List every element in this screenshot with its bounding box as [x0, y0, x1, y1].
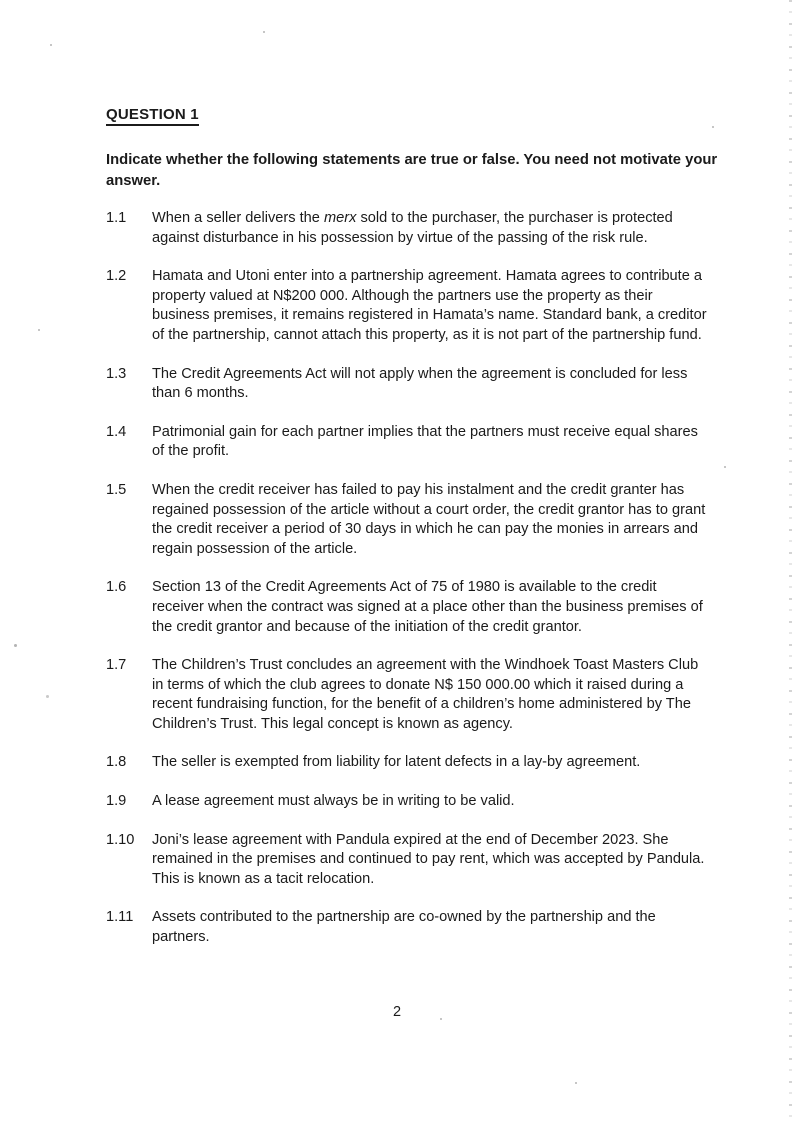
statement-row-1-6 — [106, 578, 718, 637]
statement-text: Joni’s lease agreement with Pandula expired at the end of December 2023. She remained in the premises and continued to pay rent, which was accepted by Pandula. This is known as a tacit relocation. — [152, 831, 705, 887]
statement-row-1-7 — [106, 656, 718, 734]
statement-row-1-8 — [106, 753, 718, 773]
statement-row-1-11 — [106, 908, 718, 947]
statement-text: Patrimonial gain for each partner implies that the partners must receive equal shares of the profit. — [152, 423, 698, 460]
page-number: 2 — [392, 1004, 402, 1020]
statement-number: 1.7 — [106, 657, 127, 674]
scan-speck — [575, 1082, 577, 1084]
instruction-text: Indicate whether the following statements are true or false. You need not motivate your answer. — [106, 152, 718, 189]
statement-text: Section 13 of the Credit Agreements Act of 75 of 1980 is available to the credit receiver when the contract was signed at a place other than the business premises of the credit grantor and because of the initiation of the credit grantor. — [152, 579, 703, 635]
statement-row-1-1 — [106, 209, 718, 248]
scan-speck — [712, 126, 714, 128]
statement-number: 1.6 — [106, 579, 127, 596]
statement-row-1-4 — [106, 423, 718, 462]
statement-text-segment: sold to the purchaser, the purchaser is protected against disturbance in his possession by virtue of the passing of the risk rule. — [152, 210, 673, 246]
statement-number: 1.3 — [106, 365, 127, 382]
scan-speck — [440, 1018, 442, 1020]
statement-text-segment: When a seller delivers the — [152, 210, 324, 226]
statement-text: The Children’s Trust concludes an agreement with the Windhoek Toast Masters Club in terms of which the club agrees to donate N$ 150 000.00 which it raised during a recent fundraising function, for the benefit of a children’s home administered by The Children’s Trust. This legal concept is known as agency. — [152, 657, 699, 732]
scan-speck — [46, 695, 49, 698]
statement-row-1-5 — [106, 481, 718, 559]
statement-text: The seller is exempted from liability for latent defects in a lay-by agreement. — [152, 754, 641, 771]
scan-speck — [263, 31, 265, 33]
scan-speck — [14, 644, 17, 647]
statement-text: When the credit receiver has failed to pay his instalment and the credit granter has regained possession of the article without a court order, the credit grantor has to grant the credit receiver a period of 30 days in which he can pay the monies in arrears and regain possession of the article. — [152, 481, 706, 557]
statement-text-italic-term: merx — [323, 210, 357, 226]
statement-text: The Credit Agreements Act will not apply when the agreement is concluded for less than 6 months. — [152, 365, 688, 402]
scan-speck — [724, 466, 726, 468]
scan-noise-strip — [789, 0, 792, 1123]
statement-list — [106, 209, 718, 948]
statement-number: 1.9 — [106, 793, 127, 810]
statement-number: 1.8 — [106, 754, 127, 771]
statement-number: 1.5 — [106, 481, 127, 498]
question-heading: QUESTION 1 — [106, 106, 199, 126]
statement-number: 1.1 — [106, 210, 127, 226]
statement-row-1-2 — [106, 267, 718, 345]
statement-number: 1.4 — [106, 423, 127, 440]
statement-text: Hamata and Utoni enter into a partnership agreement. Hamata agrees to contribute a property valued at N$200 000. Although the partners use the property as their business premises, it remains registered in Hamata’s name. Standard bank, a creditor of the partnership, cannot attach this property, as it is not part of the partnership fund. — [152, 268, 707, 343]
scan-speck — [38, 329, 40, 331]
page-content — [106, 106, 718, 967]
statement-number: 1.11 — [106, 909, 134, 926]
statement-number: 1.10 — [106, 831, 135, 848]
statement-number: 1.2 — [106, 268, 127, 285]
statement-text — [152, 209, 712, 248]
statement-row-1-9 — [106, 792, 718, 812]
scan-speck — [50, 44, 52, 46]
statement-row-1-10 — [106, 831, 718, 890]
statement-text: A lease agreement must always be in writing to be valid. — [152, 793, 515, 810]
statement-text: Assets contributed to the partnership are co-owned by the partnership and the partners. — [152, 909, 656, 946]
statement-row-1-3 — [106, 365, 718, 404]
